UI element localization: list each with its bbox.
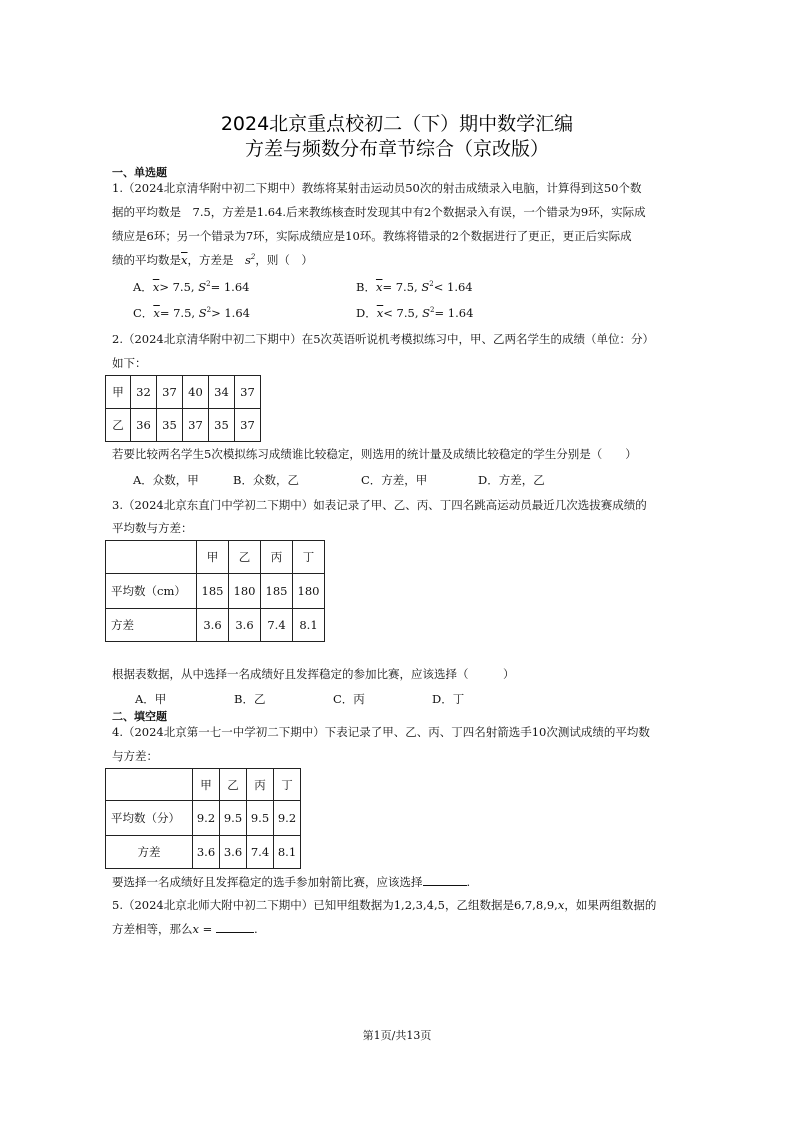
q5-line-1: 5.（2024北京北师大附中初二下期中）已知甲组数据为1,2,3,4,5，乙组数据是6,7,8,9,x，如果两组数据的 [112, 898, 657, 912]
q2-line-2: 如下： [112, 356, 147, 370]
q3-option-c[interactable]: C．丙 [333, 692, 365, 706]
q4-stats-table [105, 768, 301, 869]
q3-option-a[interactable]: A．甲 [135, 692, 167, 706]
q1-option-a[interactable]: A．$\overline{x}> 7.5$, $S^2= 1.64$ [133, 280, 250, 294]
q3-question: 根据表数据，从中选择一名成绩好且发挥稳定的参加比赛，应该选择（ ） [112, 667, 515, 681]
table-row: 方差 3.6 3.6 7.4 8.1 [106, 609, 325, 642]
q3-stats-table [105, 540, 325, 642]
q4-answer-blank[interactable] [423, 875, 467, 886]
page-subtitle: 方差与频数分布章节综合（京改版） [244, 138, 549, 160]
q2-score-table [105, 375, 261, 442]
table-row: 乙 36 35 37 35 37 [106, 409, 261, 442]
section-fill-blank: 二、填空题 [112, 710, 167, 723]
x-bar-symbol: $\overline{x}$ [181, 253, 188, 267]
q4-line-1: 4.（2024北京第一七一中学初二下期中）下表记录了甲、乙、丙、丁四名射箭选手10次测试成绩的平均数 [112, 725, 650, 739]
q3-option-b[interactable]: B．乙 [234, 692, 266, 706]
q3-line-2: 平均数与方差： [112, 521, 193, 535]
q1-option-c[interactable]: C．$\overline{x}= 7.5$, $S^2> 1.64$ [133, 306, 250, 320]
q5-answer-blank[interactable] [216, 922, 254, 933]
table-row: 甲 乙 丙 丁 [106, 769, 301, 801]
s-squared-symbol: $s^2$ [245, 253, 256, 267]
table-row: 平均数（分） 9.2 9.5 9.5 9.2 [106, 801, 301, 836]
q1-line-4 [112, 252, 313, 268]
q1-line-1: 1.（2024北京清华附中初二下期中）教练将某射击运动员50次的射击成绩录入电脑，计算得到这50个数 [112, 181, 642, 195]
q3-option-d[interactable]: D．丁 [432, 692, 465, 706]
q4-line-2: 与方差： [112, 749, 158, 763]
table-row: 甲 乙 丙 丁 [106, 541, 325, 574]
q1-line-4-text-c: ，则（ ） [255, 253, 313, 267]
q1-line-4-text-a: 绩的平均数是 [112, 253, 181, 267]
q4-question: 要选择一名成绩好且发挥稳定的选手参加射箭比赛，应该选择 . [112, 875, 471, 889]
page-number: 第1页/共13页 [362, 1029, 432, 1042]
q2-option-d[interactable]: D．方差，乙 [478, 473, 545, 487]
q3-line-1: 3.（2024北京东直门中学初二下期中）如表记录了甲、乙、丙、丁四名跳高运动员最近几次选拔赛成绩的 [112, 498, 647, 512]
q2-line-1: 2.（2024北京清华附中初二下期中）在5次英语听说机考模拟练习中，甲、乙两名学生的成绩（单位：分） [112, 332, 655, 346]
table-row: 甲 32 37 40 34 37 [106, 376, 261, 409]
section-single-choice: 一、单选题 [112, 166, 167, 179]
table-row: 方差 3.6 3.6 7.4 8.1 [106, 836, 301, 869]
q2-option-b[interactable]: B．众数，乙 [233, 473, 299, 487]
q1-option-b[interactable]: B．$\overline{x}= 7.5$, $S^2< 1.64$ [356, 280, 473, 294]
table-row: 平均数（cm） 185 180 185 180 [106, 574, 325, 609]
q5-line-2: 方差相等，那么x = . [112, 922, 258, 936]
q2-option-c[interactable]: C．方差，甲 [361, 473, 428, 487]
q1-line-2: 据的平均数是 7.5，方差是1.64.后来教练核查时发现其中有2个数据录入有误，一个错录为9环，实际成 [112, 205, 646, 219]
q1-line-3: 绩应是6环；另一个错录为7环，实际成绩应是10环。教练将错录的2个数据进行了更正，更正后实际成 [112, 229, 632, 243]
q2-question: 若要比较两名学生5次模拟练习成绩谁比较稳定，则选用的统计量及成绩比较稳定的学生分别是（ ） [112, 447, 637, 461]
q1-line-4-text-b: ，方差是 [187, 253, 245, 267]
q2-option-a[interactable]: A．众数，甲 [133, 473, 199, 487]
page-title: 2024北京重点校初二（下）期中数学汇编 [220, 113, 574, 135]
q1-option-d[interactable]: D．$\overline{x}< 7.5$, $S^2= 1.64$ [356, 306, 474, 320]
